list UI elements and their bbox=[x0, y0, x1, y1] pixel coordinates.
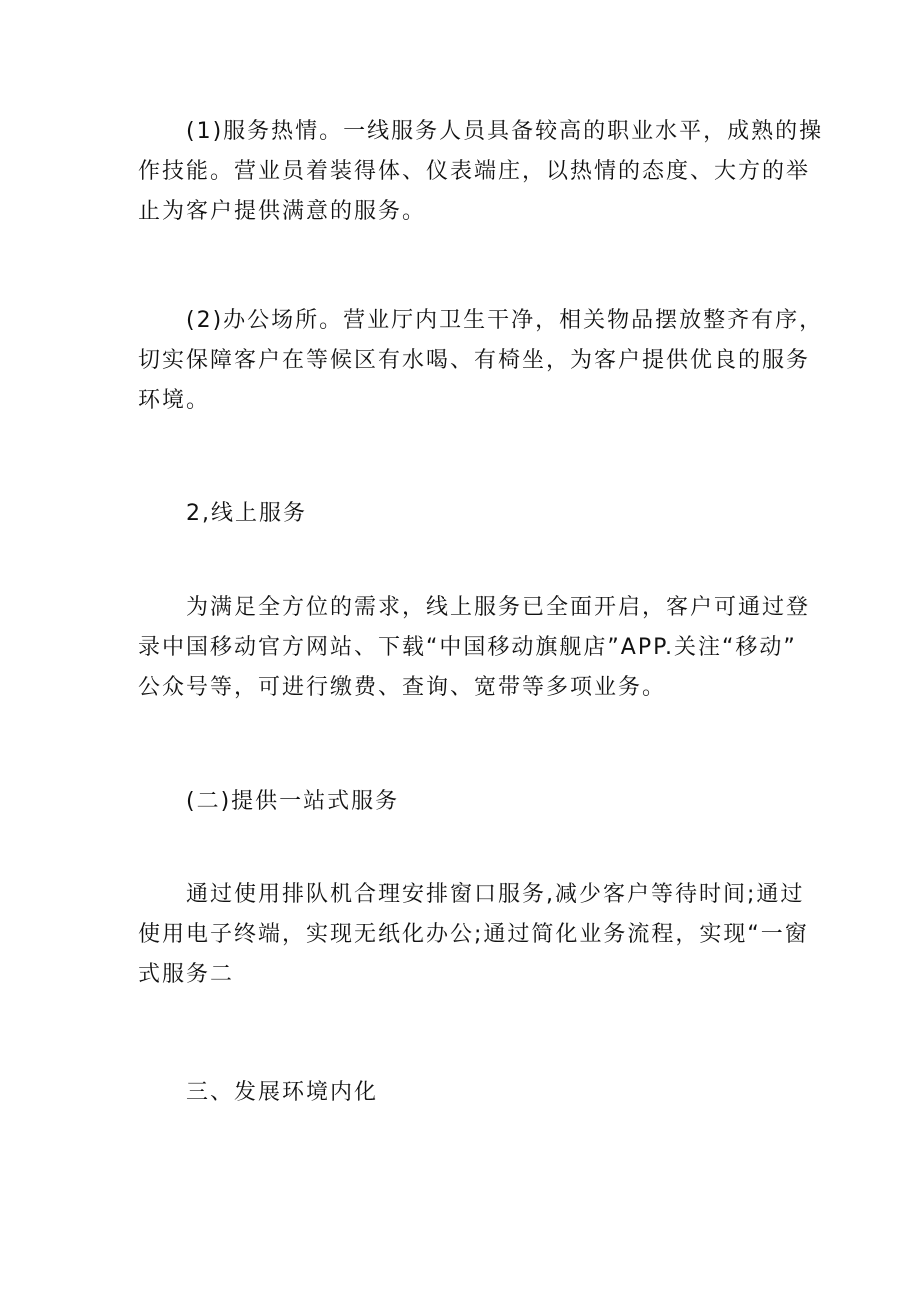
paragraph-line: 使用电子终端，实现无纸化办公;通过简化业务流程，实现“一窗 bbox=[138, 922, 809, 947]
paragraph-line: (2)办公场所。营业厅内卫生干净，相关物品摆放整齐有序， bbox=[186, 308, 824, 333]
paragraph-line: 通过使用排队机合理安排窗口服务,减少客户等待时间;通过 bbox=[186, 882, 805, 907]
paragraph-line: (1)服务热情。一线服务人员具备较高的职业水平，成熟的操 bbox=[186, 119, 824, 144]
paragraph-line: 环境。 bbox=[138, 388, 211, 413]
section-heading-one-stop-service: (二)提供一站式服务 bbox=[186, 789, 400, 814]
paragraph-line: 止为客户提供满意的服务。 bbox=[138, 199, 427, 224]
paragraph-service-enthusiasm bbox=[138, 112, 824, 232]
paragraph-line: 公众号等，可进行缴费、查询、宽带等多项业务。 bbox=[138, 675, 667, 700]
paragraph-online-service bbox=[138, 588, 811, 708]
paragraph-line: 切实保障客户在等候区有水喝、有椅坐，为客户提供优良的服务 bbox=[138, 348, 811, 373]
section-heading-development-environment: 三、发展环境内化 bbox=[186, 1080, 379, 1105]
paragraph-line: 为满足全方位的需求，线上服务已全面开启，客户可通过登 bbox=[186, 595, 811, 620]
paragraph-line: 作技能。营业员着装得体、仪表端庄，以热情的态度、大方的举 bbox=[138, 159, 811, 184]
section-heading-online-service: 2,线上服务 bbox=[186, 501, 307, 526]
paragraph-line: 录中国移动官方网站、下载“中国移动旗舰店”APP.关注“移动” bbox=[138, 635, 797, 660]
paragraph-line: 式服务二 bbox=[138, 962, 235, 987]
paragraph-office-place bbox=[138, 301, 824, 421]
paragraph-one-stop-service bbox=[138, 875, 809, 995]
